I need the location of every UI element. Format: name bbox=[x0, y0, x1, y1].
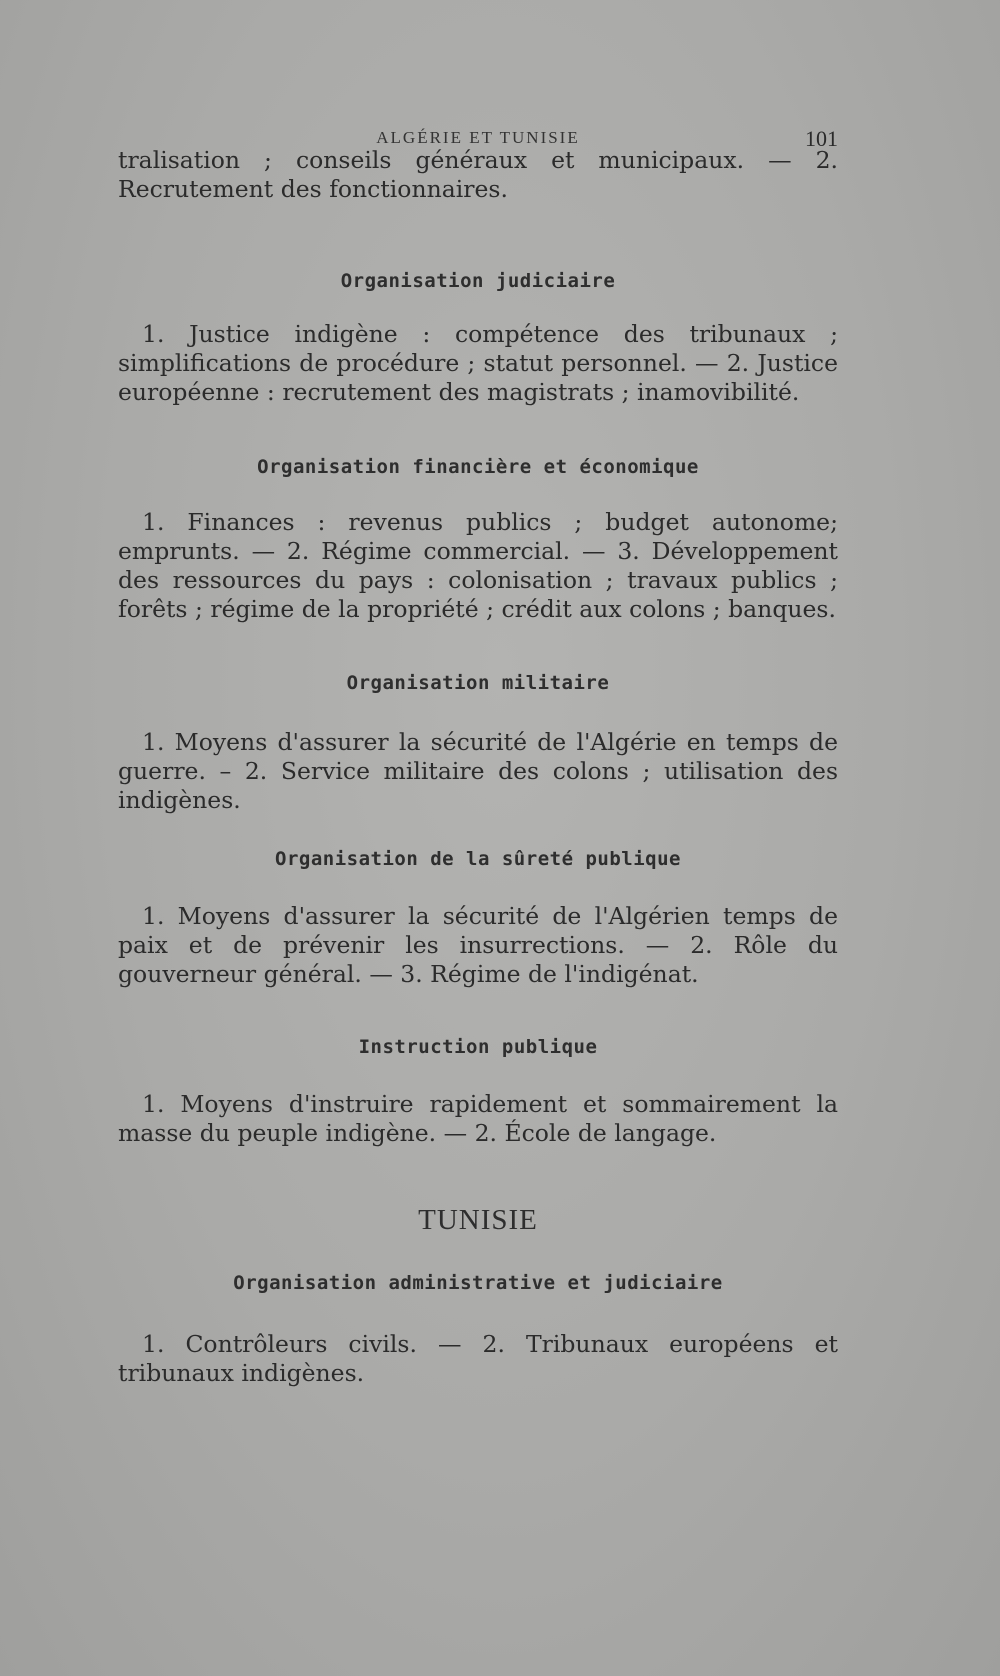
paragraph-instruction: 1. Moyens d'instruire rapidement et sommairement la masse du peuple indigène. — 2. École de langage. bbox=[118, 1090, 838, 1147]
paragraph-tunisie: 1. Contrôleurs civils. — 2. Tribunaux européens et tribunaux indigènes. bbox=[118, 1330, 838, 1387]
paragraph-surete: 1. Moyens d'assurer la sécurité de l'Algérien temps de paix et de prévenir les insurrections. — 2. Rôle du gouverneur général. — 3. Régime de l'indigénat. bbox=[118, 902, 838, 988]
page-number: 101 bbox=[805, 126, 838, 151]
heading-surete-publique: Organisation de la sûreté publique bbox=[275, 848, 681, 870]
paragraph-militaire: 1. Moyens d'assurer la sécurité de l'Algérie en temps de guerre. – 2. Service militaire des colons ; utilisation des indigènes. bbox=[118, 728, 838, 814]
heading-administrative-judiciaire: Organisation administrative et judiciaire bbox=[233, 1272, 723, 1294]
heading-organisation-judiciaire: Organisation judiciaire bbox=[340, 270, 616, 292]
paragraph-financiere: 1. Finances : revenus publics ; budget autonome; emprunts. — 2. Régime commercial. — 3. Développement des ressources du pays : colonisation ; travaux publics ; forêts ; régime de la propriété ; crédit aux colons ; banques. bbox=[118, 508, 838, 623]
paragraph-intro: tralisation ; conseils généraux et municipaux. — 2. Recrutement des fonctionnaires. bbox=[118, 146, 838, 203]
heading-organisation-militaire: Organisation militaire bbox=[346, 672, 610, 694]
heading-organisation-financiere: Organisation financière et économique bbox=[257, 456, 699, 478]
running-title: ALGÉRIE ET TUNISIE bbox=[376, 128, 580, 147]
section-heading-tunisie: TUNISIE bbox=[418, 1204, 538, 1236]
heading-instruction-publique: Instruction publique bbox=[358, 1036, 598, 1058]
paragraph-judiciaire: 1. Justice indigène : compétence des tribunaux ; simplifications de procédure ; statut personnel. — 2. Justice européenne : recrutement des magistrats ; inamovibilité. bbox=[118, 320, 838, 406]
